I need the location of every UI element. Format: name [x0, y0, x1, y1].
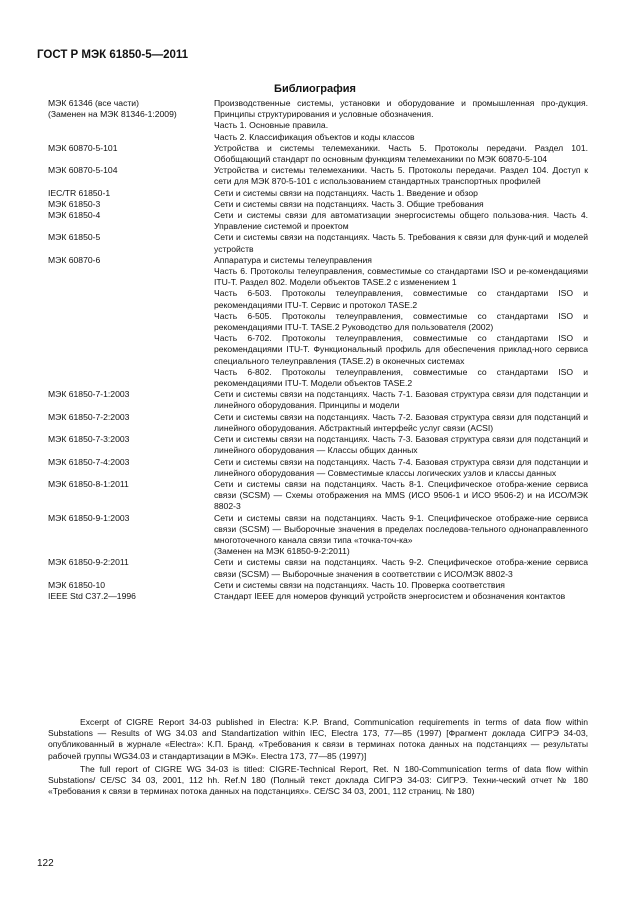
standard-title-line: Сети и системы связи на подстанциях. Часть 9-2. Специфическое отобра-жение сервиса связи (SCSM) — Выборочные значения в соответствии с ИСО/МЭК 8802-3 [214, 557, 588, 579]
standard-title-line: Часть 6. Протоколы телеуправления, совместимые со стандартами ISO и ре-комендациями ITU-T. Раздел 802. Модели объектов TASE.2 с изменением 1 [214, 266, 588, 288]
standard-code-line: МЭК 61850-5 [48, 232, 101, 243]
standard-code [48, 457, 214, 479]
note-paragraph: The full report of CIGRE WG 34-03 is titled: CIGRE-Technical Report, Ret. N 180-Communication terms of data flow within Substations/ CE/SC 34 03, 2001, 112 hh. Ref.N 180 (Полный текст доклада СИГРЭ 34-03: СИГРЭ. Техни-ческий отчет № 180 «Требования к связи в терминах потока данных на подстанциях». CE/SC 34 03, 2001, 112 страниц. № 180) [48, 763, 588, 797]
standard-code-line: МЭК 61850-10 [48, 579, 106, 590]
standard-title [214, 479, 588, 513]
standard-code [48, 232, 214, 254]
standard-code [48, 557, 214, 579]
standard-code-line: МЭК 61850-7-1:2003 [48, 389, 130, 400]
standard-code-line: IEC/TR 61850-1 [48, 187, 111, 198]
standard-code-line: МЭК 60870-6 [48, 254, 101, 265]
standard-title [214, 412, 588, 434]
bibliography-entry [48, 513, 588, 558]
standard-code [48, 412, 214, 434]
standard-title-line: Часть 6-802. Протоколы телеуправления, совместимые со стандартами ISO и рекомендациями ITU-T. Модели объектов TASE.2 [214, 366, 588, 389]
standard-title-line: Сети и системы связи на подстанциях. Часть 7-4. Базовая структура связи для подстанции и линейного оборудования — Совместимые классы логических узлов и классы данных [214, 456, 588, 478]
bibliography-entry [48, 557, 588, 579]
standard-title-line: Часть 6-702. Протоколы телеуправления, совместимые со стандартами ISO и рекомендациями ITU-T. Функциональный профиль для обеспечения приклад-ного сервиса специального телеуправления (TASE.2) в оконечных системах [214, 333, 588, 366]
standard-title-line: Производственные системы, установки и оборудование и промышленная про-дукция. Принципы структурирования и условные обозначения. [214, 98, 588, 120]
standard-code [48, 580, 214, 591]
standard-title [214, 434, 588, 456]
bibliography-entry [48, 580, 588, 591]
standard-title [214, 210, 588, 232]
bibliography-entry [48, 188, 588, 199]
standard-title-line: Сети и системы связи на подстанциях. Часть 9-1. Специфическое отображе-ние сервиса связи (SCSM) — Выборочные значения в пределах последова-тельного однонаправленного многоточечного канала связи типа «точка-точ-ка» [214, 512, 588, 545]
standard-title-line: (Заменен на МЭК 61850-9-2:2011) [214, 546, 350, 557]
standard-title-line: Устройства и системы телемеханики. Часть 5. Протоколы передачи. Раздел 101. Обобщающий стандарт по основным функциям телемеханики по МЭК 60870-5-104 [214, 142, 588, 165]
standard-title-line: Сети и системы связи на подстанциях. Часть 7-2. Базовая структура связи для подстанций и линейного оборудования. Абстрактный интерфейс услуг связи (ACSI) [214, 411, 588, 433]
standard-code-line: МЭК 61850-9-2:2011 [48, 557, 129, 568]
standard-title-line: Сети и системы связи на подстанциях. Часть 3. Общие требования [214, 198, 484, 209]
standard-code [48, 389, 214, 411]
standard-code [48, 591, 214, 602]
standard-title [214, 143, 588, 165]
standard-title-line: Часть 1. Основные правила. [214, 120, 329, 131]
standard-code-line: МЭК 60870-5-101 [48, 142, 118, 153]
standard-title [214, 557, 588, 579]
standard-code-line: МЭК 61850-8-1:2011 [48, 478, 129, 489]
bibliography-entry [48, 479, 588, 513]
standard-code-line: МЭК 61850-4 [48, 210, 101, 221]
standard-title [214, 188, 588, 199]
standard-code-line: МЭК 61850-7-2:2003 [48, 411, 130, 422]
bibliography-entry [48, 199, 588, 210]
bibliography-entry [48, 143, 588, 165]
standard-code-line: (Заменен на МЭК 81346-1:2009) [48, 109, 177, 120]
standard-title-line: Часть 6-503. Протоколы телеуправления, совместимые со стандартами ISO и рекомендациями ITU-T. Сервис и протокол TASE.2 [214, 288, 588, 310]
standard-title [214, 165, 588, 187]
standard-code [48, 255, 214, 389]
bibliography-entry [48, 389, 588, 411]
standard-title-line: Часть 2. Классификация объектов и коды классов [214, 131, 415, 142]
standard-code [48, 479, 214, 513]
bibliography-entry [48, 255, 588, 389]
standard-code [48, 210, 214, 232]
standard-title-line: Сети и системы связи на подстанциях. Часть 7-1. Базовая структура связи для подстанции и линейного оборудования. Принципы и модели [214, 389, 588, 411]
standard-code-line: МЭК 61850-7-3:2003 [48, 434, 130, 445]
standard-title-line: Сети и системы связи на подстанциях. Часть 10. Проверка соответствия [214, 579, 505, 590]
page-number: 122 [37, 858, 54, 869]
bibliography-list [48, 98, 588, 602]
standard-code-line: МЭК 60870-5-104 [48, 165, 118, 176]
standard-title [214, 199, 588, 210]
standard-code [48, 434, 214, 456]
standard-code [48, 188, 214, 199]
bibliography-entry [48, 412, 588, 434]
standard-title-line: Стандарт IEEE для номеров функций устройств энергосистем и обозначения контактов [214, 590, 566, 601]
standard-code-line: МЭК 61850-7-4:2003 [48, 456, 130, 467]
standard-title-line: Аппаратура и системы телеуправления [214, 254, 372, 265]
standard-title-line: Сети и системы связи на подстанциях. Часть 5. Требования к связи для функ-ций и моделей устройств [214, 232, 588, 254]
standard-title [214, 591, 588, 602]
standard-code-line: МЭК 61346 (все части) [48, 98, 139, 108]
standard-title-line: Сети и системы связи для автоматизации энергосистемы общего пользова-ния. Часть 4. Управление системой и проектом [214, 210, 588, 232]
standard-code [48, 199, 214, 210]
bibliography-entry [48, 165, 588, 187]
standard-code-line: МЭК 61850-3 [48, 198, 101, 209]
notes [48, 717, 588, 797]
standard-title [214, 232, 588, 254]
page-title: Библиография [274, 83, 356, 95]
bibliography-entry [48, 457, 588, 479]
running-header: ГОСТ Р МЭК 61850-5—2011 [37, 49, 189, 61]
standard-title-line: Сети и системы связи на подстанциях. Часть 7-3. Базовая структура связи для подстанций и линейного оборудования — Классы общих данных [214, 434, 588, 456]
standard-code-line: IEEE Std C37.2—1996 [48, 590, 136, 601]
standard-title-line: Сети и системы связи на подстанциях. Часть 1. Введение и обзор [214, 187, 478, 198]
standard-code [48, 143, 214, 165]
bibliography-entry [48, 434, 588, 456]
standard-title [214, 457, 588, 479]
standard-title [214, 580, 588, 591]
standard-title-line: Сети и системы связи на подстанциях. Часть 8-1. Специфическое отобра-жение сервиса связи (SCSM) — Схемы отображения на MMS (ИСО 9506-1 и ИСО 9506-2) и на ИСО/МЭК 8802-3 [214, 478, 588, 512]
standard-title [214, 513, 588, 558]
standard-code [48, 513, 214, 558]
standard-title-line: Часть 6-505. Протоколы телеуправления, совместимые со стандартами ISO и рекомендациями ITU-T. TASE.2 Руководство для пользователя (2002) [214, 310, 588, 333]
bibliography-entry [48, 591, 588, 602]
standard-title-line: Устройства и системы телемеханики. Часть 5. Протоколы передачи. Раздел 104. Доступ к сети для МЭК 870-5-101 с использованием стандартных транспортных профилей [214, 165, 588, 187]
bibliography-entry [48, 98, 588, 143]
standard-code [48, 98, 214, 143]
bibliography-entry [48, 232, 588, 254]
standard-code-line: МЭК 61850-9-1:2003 [48, 512, 130, 523]
standard-code [48, 165, 214, 187]
note-paragraph: Excerpt of CIGRE Report 34-03 published in Electra: K.P. Brand, Communication requirements in terms of data flow within Substations — Results of WG 34.03 and Standartization within IEC, Electra 173, 77—85 (1997) [Фрагмент доклада СИГРЭ 34-03, опубликованный в журнале «Electra»: К.П. Бранд. «Требования к связи в терминах потока данных на подстанциях — результаты рабочей группы WG34.03 и стандартизации в МЭК». Electra 173, 77—85 (1997)] [48, 717, 588, 761]
standard-title [214, 98, 588, 143]
standard-title [214, 255, 588, 389]
bibliography-entry [48, 210, 588, 232]
standard-title [214, 389, 588, 411]
